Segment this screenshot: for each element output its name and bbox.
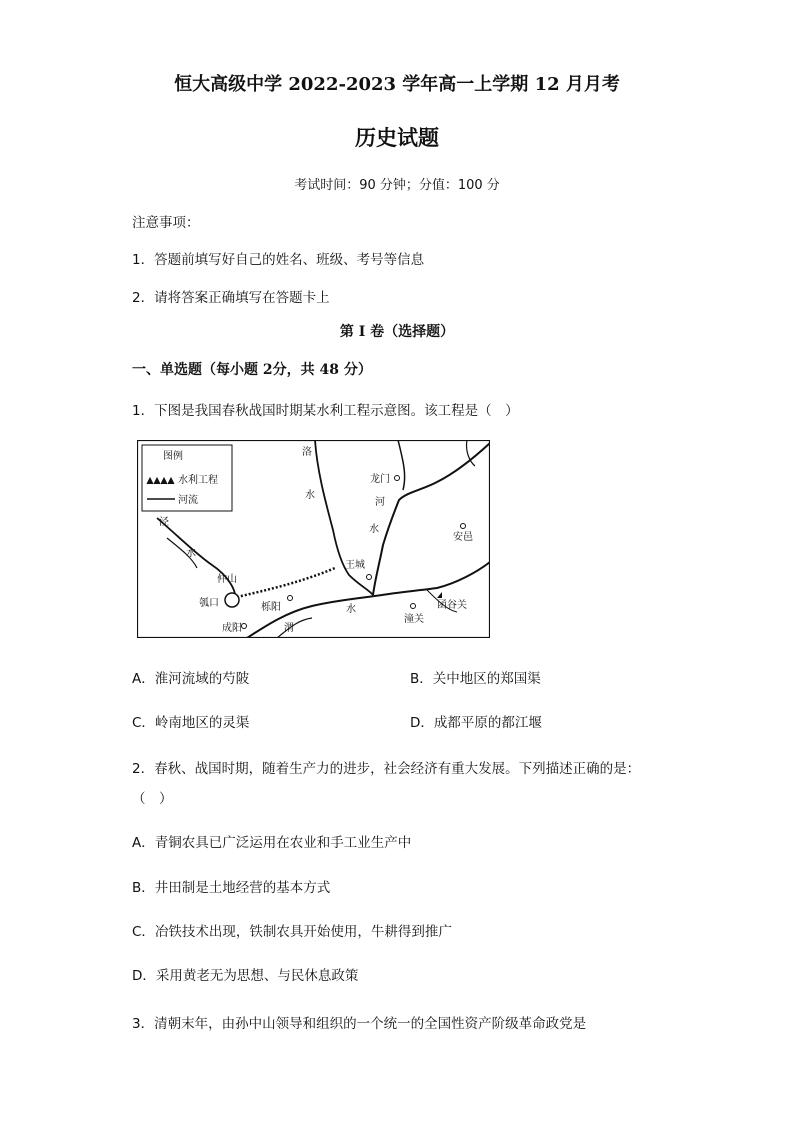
note-item: 1．答题前填写好自己的姓名、班级、考号等信息 bbox=[132, 252, 425, 268]
q2-option-d: D．采用黄老无为思想、与民休息政策 bbox=[132, 968, 359, 984]
q1-option-c: C．岭南地区的灵渠 bbox=[132, 715, 250, 731]
legend-title: 图例 bbox=[163, 451, 183, 462]
q2-option-b: B．井田制是土地经营的基本方式 bbox=[132, 880, 331, 896]
subject-title: 历史试题 bbox=[355, 125, 439, 150]
q2-option-c: C．冶铁技术出现，铁制农具开始使用，牛耕得到推广 bbox=[132, 924, 452, 940]
map-label: 水 bbox=[346, 604, 356, 615]
map-label: 渭 bbox=[284, 623, 294, 634]
map-label: 河 bbox=[375, 497, 385, 508]
part-title: 一、单选题（每小题 2分，共 48 分） bbox=[132, 362, 372, 378]
jing-river bbox=[157, 518, 235, 600]
map-label: 瓠口 bbox=[199, 598, 219, 609]
map-label: 洛 bbox=[302, 447, 312, 458]
yueyang-marker bbox=[288, 596, 293, 601]
xianyang-marker bbox=[242, 624, 247, 629]
map-label: 成阳 bbox=[222, 623, 242, 634]
map-label: 函谷关 bbox=[437, 600, 467, 611]
wangcheng-marker bbox=[367, 575, 372, 580]
q1-option-b: B．关中地区的郑国渠 bbox=[410, 671, 541, 687]
map-label: 王城 bbox=[345, 560, 365, 571]
map-label: 潼关 bbox=[404, 614, 424, 625]
map-label: 栎阳 bbox=[261, 602, 281, 613]
legend-river: 河流 bbox=[178, 495, 198, 506]
map-label: 水 bbox=[305, 490, 315, 501]
q1-option-d: D．成都平原的都江堰 bbox=[410, 715, 542, 731]
map-label: 龙门 bbox=[370, 474, 390, 485]
legend-canal: 水利工程 bbox=[178, 475, 218, 486]
canal-map bbox=[137, 440, 490, 638]
zhengguo-canal bbox=[237, 568, 335, 597]
exam-info: 考试时间：90 分钟；分值：100 分 bbox=[294, 178, 500, 193]
note-item: 2．请将答案正确填写在答题卡上 bbox=[132, 290, 330, 306]
map-label: 仲山 bbox=[217, 574, 237, 585]
question-3-stem: 3．清朝末年，由孙中山领导和组织的一个统一的全国性资产阶级革命政党是 bbox=[132, 1016, 587, 1032]
hangu-marker-icon bbox=[437, 592, 442, 598]
q2-option-a: A．青铜农具已广泛运用在农业和手工业生产中 bbox=[132, 835, 412, 851]
question-1-stem: 1．下图是我国春秋战国时期某水利工程示意图。该工程是（ ） bbox=[132, 403, 519, 419]
luo-river bbox=[315, 440, 373, 595]
exam-title: 恒大高级中学 2022-2023 学年高一上学期 12 月月考 bbox=[174, 74, 620, 95]
yellow-river bbox=[373, 443, 490, 595]
section-title: 第 I 卷（选择题） bbox=[339, 324, 455, 340]
q1-option-a: A．淮河流域的芍陂 bbox=[132, 671, 250, 687]
map-label: 安邑 bbox=[453, 532, 473, 543]
zhongshan-marker bbox=[225, 593, 239, 607]
map-label: 泾 bbox=[159, 517, 169, 528]
anyi-marker bbox=[461, 524, 466, 529]
longmen-marker bbox=[395, 476, 400, 481]
question-2-stem: 2．春秋、战国时期，随着生产力的进步，社会经济有重大发展。下列描述正确的是： bbox=[132, 761, 641, 777]
tongguan-marker bbox=[411, 604, 416, 609]
notes-heading: 注意事项： bbox=[132, 215, 200, 231]
question-2-stem-blank: （ ） bbox=[132, 791, 173, 807]
map-label: 水 bbox=[186, 548, 196, 559]
map-label: 水 bbox=[369, 524, 379, 535]
